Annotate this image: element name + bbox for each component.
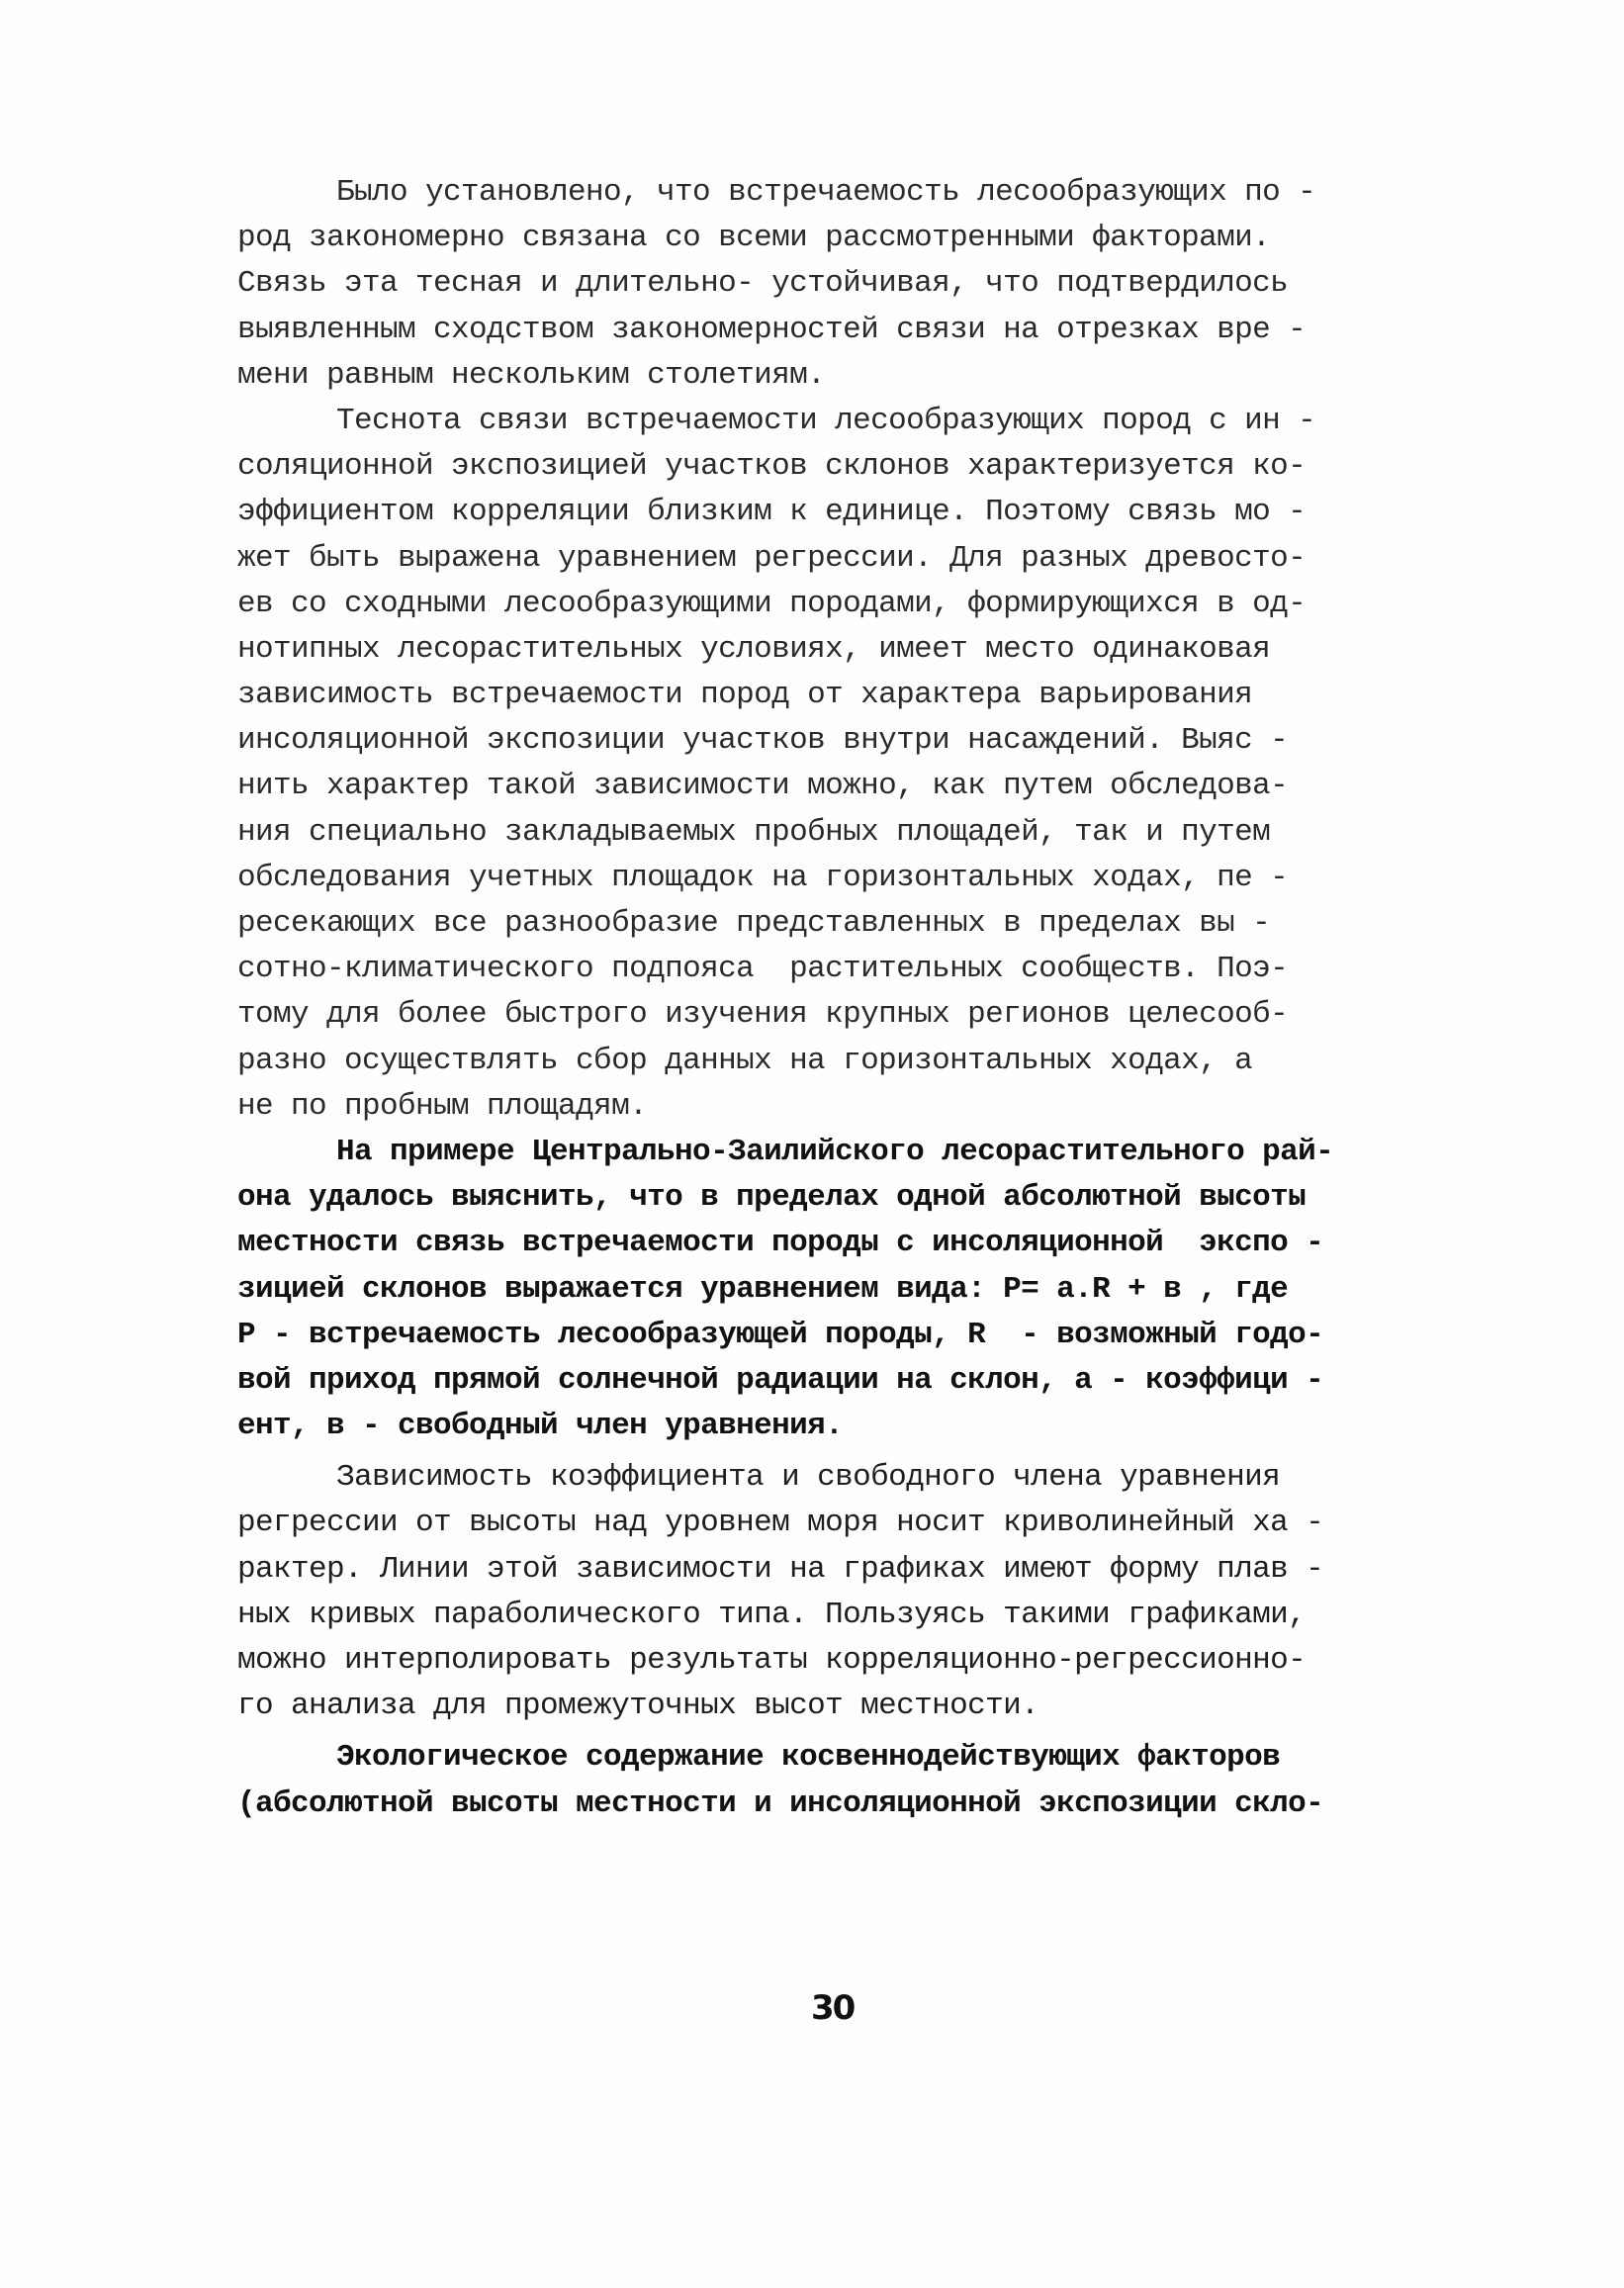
text-line: она удалось выяснить, что в пределах одной абсолютной высоты (237, 1180, 1307, 1216)
paragraph-4 (237, 1455, 1454, 1729)
text-line: тому для более быстрого изучения крупных регионов целесооб- (237, 997, 1289, 1033)
text-line: разно осуществлять сбор данных на горизонтальных ходах, а (237, 1043, 1253, 1078)
text-line: род закономерно связана со всеми рассмотренными факторами. (237, 221, 1271, 256)
text-line: мени равным нескольким столетиям. (237, 357, 826, 393)
text-line: сотно-климатического подпояса растительных сообществ. Поэ- (237, 952, 1289, 987)
text-line: соляционной экспозицией участков склонов характеризуется ко- (237, 449, 1307, 485)
text-line: ев со сходными лесообразующими породами, формирующихся в од- (237, 586, 1307, 621)
text-line: ресекающих все разнообразие представленных в пределах вы - (237, 906, 1271, 941)
text-line: (абсолютной высоты местности и инсоляционной экспозиции скло- (237, 1785, 1324, 1821)
text-line: жет быть выражена уравнением регрессии. Для разных древосто- (237, 540, 1307, 576)
text-line: ент, в - свободный член уравнения. (237, 1409, 844, 1444)
paragraph-1 (237, 170, 1454, 399)
text-line: обследования учетных площадок на горизонтальных ходах, пе - (237, 860, 1289, 895)
text-line: Было установлено, что встречаемость лесообразующих по - (336, 175, 1316, 210)
text-line: не по пробным площадям. (237, 1088, 648, 1124)
text-line: На примере Центрально-Заилийского лесорастительного рай- (336, 1134, 1334, 1169)
text-line: нить характер такой зависимости можно, как путем обследова- (237, 769, 1289, 804)
text-line: го анализа для промежуточных высот местности. (237, 1689, 1039, 1724)
text-line: вой приход прямой солнечной радиации на склон, а - коэффици - (237, 1362, 1324, 1398)
text-line: эффициентом корреляции близким к единице. Поэтому связь мо - (237, 495, 1307, 530)
text-line: P - встречаемость лесообразующей породы, R - возможный годо- (237, 1317, 1324, 1352)
body-text (237, 170, 1454, 1827)
text-line: зицией склонов выражается уравнением вида: P= a.R + в , где (237, 1271, 1289, 1307)
text-line: Теснота связи встречаемости лесообразующих пород с ин - (336, 403, 1316, 438)
text-line: Связь эта тесная и длительно- устойчивая, что подтвердилось (237, 266, 1289, 302)
text-line: Зависимость коэффициента и свободного члена уравнения (336, 1460, 1281, 1496)
page-number: 30 (811, 1988, 855, 2028)
text-line: регрессии от высоты над уровнем моря носит криволинейный ха - (237, 1506, 1324, 1541)
paragraph-3 (237, 1130, 1454, 1449)
text-line: ных кривых параболического типа. Пользуясь такими графиками, (237, 1597, 1307, 1632)
text-line: ния специально закладываемых пробных площадей, так и путем (237, 814, 1271, 850)
paragraph-5 (237, 1735, 1454, 1826)
text-line: местности связь встречаемости породы с инсоляционной экспо - (237, 1226, 1324, 1261)
paragraph-2 (237, 399, 1454, 1130)
text-line: можно интерполировать результаты корреляционно-регрессионно- (237, 1643, 1307, 1678)
text-line: рактер. Линии этой зависимости на графиках имеют форму плав - (237, 1551, 1324, 1587)
text-line: нотипных лесорастительных условиях, имеет место одинаковая (237, 631, 1271, 667)
text-line: выявленным сходством закономерностей связи на отрезках вре - (237, 312, 1307, 347)
text-line: Экологическое содержание косвеннодействующих факторов (336, 1740, 1281, 1776)
text-line: инсоляционной экспозиции участков внутри насаждений. Выяс - (237, 723, 1289, 759)
text-line: зависимость встречаемости пород от характера варьирования (237, 678, 1253, 713)
